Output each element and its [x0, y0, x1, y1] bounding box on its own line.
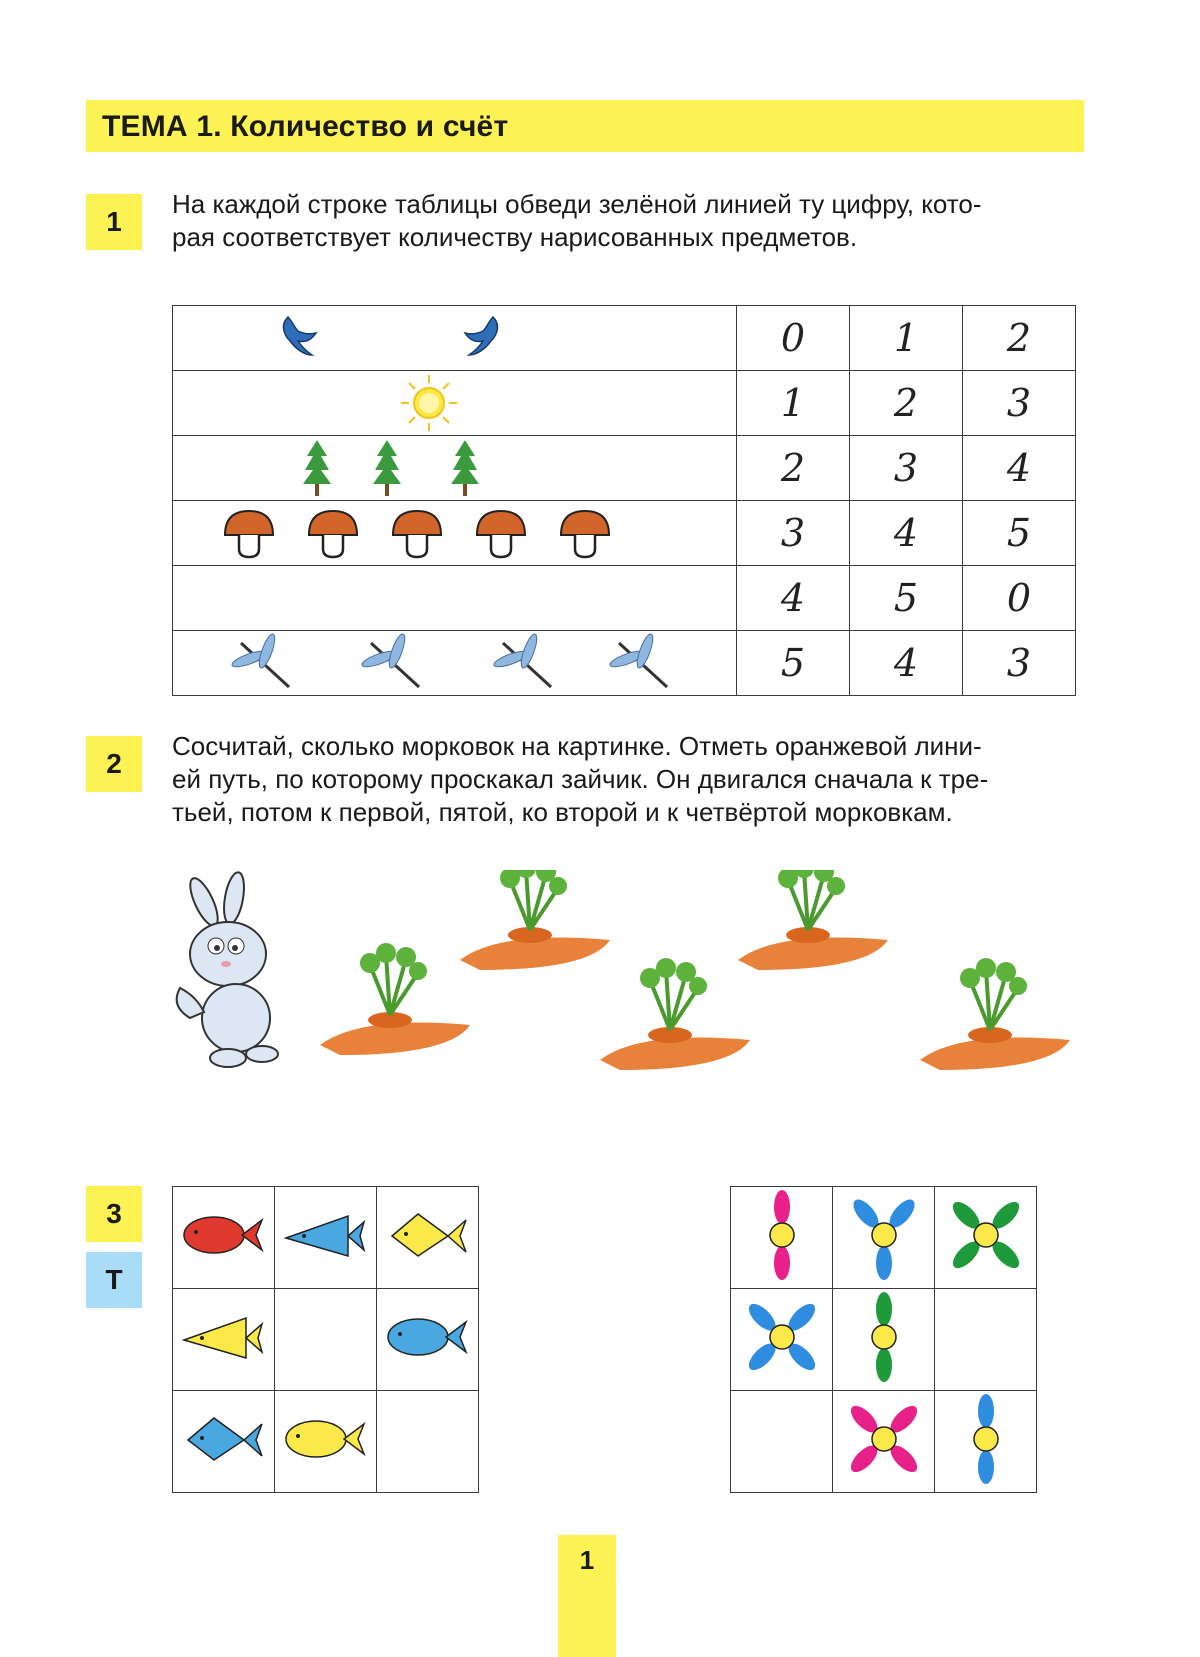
mushroom-icon: [225, 511, 273, 557]
fish-yellow-triangle-icon: [182, 1312, 266, 1362]
flower-blue-y-icon: [839, 1190, 929, 1280]
flower-pink-vertical-icon: [737, 1190, 827, 1280]
sun-picture: [173, 371, 737, 436]
digit-cell[interactable]: 4: [850, 501, 963, 566]
flower-pink-x-icon: [839, 1394, 929, 1484]
task-2-text-line: тьей, потом к первой, пятой, ко второй и к четвёртой морковкам.: [172, 797, 953, 827]
topic-header: [86, 100, 1084, 152]
digit-cell[interactable]: 5: [850, 566, 963, 631]
table-row: [173, 436, 1076, 501]
mushrooms-picture: [173, 501, 737, 566]
table-row: [173, 306, 1076, 371]
task-2-number: 2: [86, 736, 142, 792]
test-badge: Т: [86, 1252, 142, 1308]
digit-cell[interactable]: 4: [963, 436, 1076, 501]
grid-cell[interactable]: [173, 1187, 275, 1289]
birds-picture: [173, 306, 737, 371]
digit-cell[interactable]: 3: [850, 436, 963, 501]
carrot-icon: [738, 870, 888, 970]
dragonfly-icon: [492, 632, 551, 687]
bird-icon: [465, 317, 497, 355]
digit-cell[interactable]: 4: [737, 566, 850, 631]
digit-cell[interactable]: 2: [737, 436, 850, 501]
fir-tree-icon: [303, 440, 331, 496]
table-row: [173, 566, 1076, 631]
task-1-text-line: На каждой строке таблицы обведи зелёной линией ту цифру, кото-: [172, 189, 982, 219]
dragonfly-icon: [230, 632, 289, 687]
grid-cell[interactable]: [275, 1391, 377, 1493]
carrot-icon: [460, 870, 610, 970]
table-row: [173, 501, 1076, 566]
bird-icon: [284, 317, 316, 355]
fish-grid: [172, 1186, 479, 1493]
grid-cell[interactable]: [731, 1289, 833, 1391]
fish-blue-oval-icon: [386, 1312, 470, 1362]
digit-cell[interactable]: 1: [737, 371, 850, 436]
task-1-number: 1: [86, 194, 142, 250]
carrot-icon: [320, 943, 470, 1055]
fish-blue-diamond-icon: [182, 1414, 266, 1464]
page-number: 1: [579, 1545, 595, 1575]
task-1-text: [172, 188, 1092, 254]
mushroom-icon: [309, 511, 357, 557]
grid-cell[interactable]: [377, 1187, 479, 1289]
grid-cell[interactable]: [935, 1187, 1037, 1289]
task-2-text: [172, 730, 1092, 829]
task-1-text-line: рая соответствует количеству нарисованных предметов.: [172, 222, 858, 252]
digit-cell[interactable]: 4: [850, 631, 963, 696]
trees-picture: [173, 436, 737, 501]
flower-blue-vertical-icon: [941, 1394, 1031, 1484]
fish-red-icon: [182, 1210, 266, 1260]
empty-picture: [173, 566, 737, 631]
grid-cell[interactable]: [173, 1391, 275, 1493]
carrot-icon: [920, 958, 1070, 1070]
grid-cell[interactable]: [731, 1187, 833, 1289]
grid-cell[interactable]: [377, 1391, 479, 1493]
fir-tree-icon: [451, 440, 479, 496]
digit-cell[interactable]: 0: [737, 306, 850, 371]
grid-cell[interactable]: [275, 1187, 377, 1289]
grid-cell[interactable]: [377, 1289, 479, 1391]
digit-cell[interactable]: 3: [737, 501, 850, 566]
task-2-text-line: ей путь, по которому проскакал зайчик. Он двигался сначала к тре-: [172, 764, 989, 794]
table-row: [173, 631, 1076, 696]
fir-tree-icon: [373, 440, 401, 496]
sun-icon: [401, 375, 457, 431]
grid-cell[interactable]: [173, 1289, 275, 1391]
grid-cell[interactable]: [833, 1187, 935, 1289]
flower-green-x-icon: [941, 1190, 1031, 1280]
grid-cell[interactable]: [275, 1289, 377, 1391]
bunny-carrots-illustration: [160, 870, 1100, 1110]
digit-cell[interactable]: 5: [737, 631, 850, 696]
task-2-text-line: Сосчитай, сколько морковок на картинке. Отметь оранжевой лини-: [172, 731, 982, 761]
grid-cell[interactable]: [935, 1391, 1037, 1493]
task-3-number: 3: [86, 1186, 142, 1242]
mushroom-icon: [477, 511, 525, 557]
digit-cell[interactable]: 3: [963, 371, 1076, 436]
grid-cell[interactable]: [833, 1289, 935, 1391]
grid-cell[interactable]: [833, 1391, 935, 1493]
flower-green-vertical-icon: [839, 1292, 929, 1382]
dragonflies-picture: [173, 631, 737, 696]
fish-yellow-oval-icon: [284, 1414, 368, 1464]
topic-title: ТЕМА 1. Количество и счёт: [102, 110, 509, 143]
digit-cell[interactable]: 0: [963, 566, 1076, 631]
fish-blue-triangle-icon: [284, 1210, 368, 1260]
mushroom-icon: [393, 511, 441, 557]
flower-grid: [730, 1186, 1037, 1493]
digit-cell[interactable]: 5: [963, 501, 1076, 566]
flower-blue-x-icon: [737, 1292, 827, 1382]
digit-cell[interactable]: 3: [963, 631, 1076, 696]
page-number-tab: [558, 1535, 616, 1657]
mushroom-icon: [561, 511, 609, 557]
fish-yellow-diamond-icon: [386, 1210, 470, 1260]
grid-cell[interactable]: [731, 1391, 833, 1493]
dragonfly-icon: [608, 632, 667, 687]
carrot-icon: [600, 958, 750, 1070]
bunny-icon: [177, 871, 278, 1067]
digit-cell[interactable]: 2: [850, 371, 963, 436]
digit-cell[interactable]: 2: [963, 306, 1076, 371]
counting-table: [172, 305, 1076, 696]
dragonfly-icon: [360, 632, 419, 687]
digit-cell[interactable]: 1: [850, 306, 963, 371]
grid-cell[interactable]: [935, 1289, 1037, 1391]
table-row: [173, 371, 1076, 436]
